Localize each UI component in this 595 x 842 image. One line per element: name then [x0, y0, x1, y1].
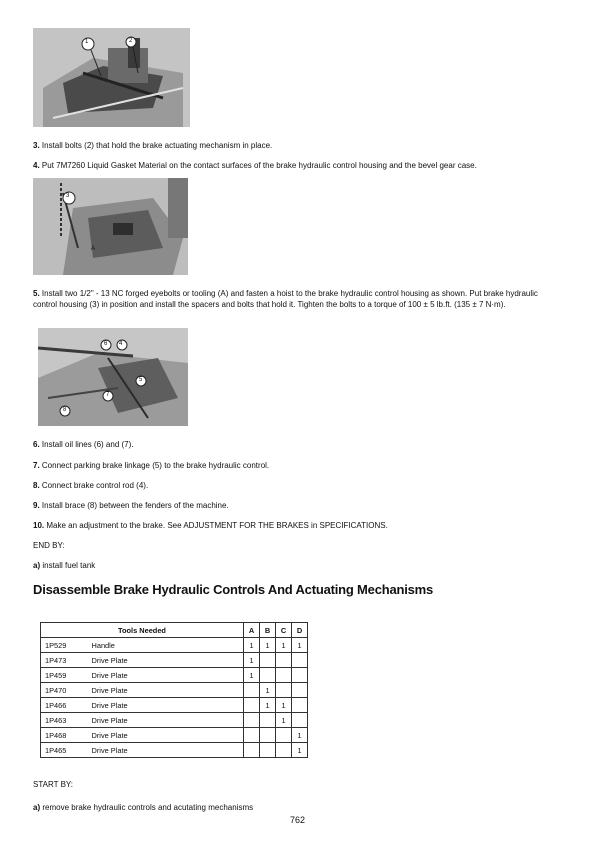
qty-cell	[244, 743, 260, 758]
tools-needed-table	[40, 622, 308, 758]
table-row	[41, 638, 308, 653]
qty-cell: 1	[260, 698, 276, 713]
instruction-step	[33, 520, 563, 531]
part-number: 1P459	[41, 668, 88, 683]
step-text: Connect parking brake linkage (5) to the brake hydraulic control.	[41, 461, 270, 470]
qty-cell: 1	[244, 653, 260, 668]
step-text: Install brace (8) between the fenders of the machine.	[41, 501, 229, 510]
qty-cell: 1	[276, 638, 292, 653]
tool-name: Drive Plate	[88, 668, 244, 683]
qty-cell	[292, 698, 308, 713]
step-number: 4.	[33, 161, 40, 170]
table-row	[41, 683, 308, 698]
instruction-step	[33, 160, 563, 171]
tool-name: Drive Plate	[88, 713, 244, 728]
qty-cell: 1	[292, 728, 308, 743]
part-number: 1P470	[41, 683, 88, 698]
start-by-label: START BY:	[33, 780, 74, 789]
qty-cell: 1	[292, 743, 308, 758]
step-number: 9.	[33, 501, 40, 510]
step-number: 6.	[33, 440, 40, 449]
table-row	[41, 713, 308, 728]
callout-label: A	[91, 246, 96, 252]
end-by-item-text: install fuel tank	[42, 561, 96, 570]
table-row	[41, 653, 308, 668]
tool-name: Drive Plate	[88, 743, 244, 758]
part-number: 1P529	[41, 638, 88, 653]
qty-cell	[260, 713, 276, 728]
qty-cell: 1	[260, 683, 276, 698]
qty-cell	[292, 653, 308, 668]
qty-cell: 1	[292, 638, 308, 653]
qty-cell	[244, 683, 260, 698]
instruction-step	[33, 500, 563, 511]
table-row	[41, 728, 308, 743]
step-number: 7.	[33, 461, 40, 470]
callout-label: 1	[85, 39, 89, 45]
qty-cell	[276, 743, 292, 758]
step-text: Install oil lines (6) and (7).	[41, 440, 134, 449]
end-by-item	[33, 560, 563, 571]
start-by-item-letter: a)	[33, 803, 41, 812]
tool-name: Drive Plate	[88, 683, 244, 698]
callout-label: 8	[63, 407, 67, 413]
step-text: Make an adjustment to the brake. See ADJUSTMENT FOR THE BRAKES in SPECIFICATIONS.	[46, 521, 388, 530]
callout-label: 6	[104, 341, 108, 347]
part-number: 1P465	[41, 743, 88, 758]
part-number: 1P468	[41, 728, 88, 743]
column-header: A	[244, 623, 260, 638]
qty-cell	[276, 653, 292, 668]
photo-hydraulic-control-housing	[33, 178, 188, 275]
qty-cell	[244, 713, 260, 728]
instruction-step	[33, 288, 563, 310]
instruction-step	[33, 439, 563, 450]
start-by-item	[33, 802, 563, 813]
qty-cell	[276, 728, 292, 743]
table-header-row	[41, 623, 308, 638]
qty-cell	[260, 668, 276, 683]
instruction-step	[33, 140, 563, 151]
tool-name: Drive Plate	[88, 653, 244, 668]
tool-name: Drive Plate	[88, 698, 244, 713]
table-title: Tools Needed	[41, 623, 244, 638]
photo-oil-lines-and-linkage	[38, 328, 188, 426]
page-number: 762	[289, 815, 306, 825]
step-text: Connect brake control rod (4).	[41, 481, 149, 490]
callout-label: 7	[106, 392, 110, 398]
qty-cell	[276, 668, 292, 683]
photo-brake-actuating-mechanism	[33, 28, 190, 127]
qty-cell: 1	[276, 698, 292, 713]
end-by-label: END BY:	[33, 541, 65, 550]
column-header: D	[292, 623, 308, 638]
table-row	[41, 668, 308, 683]
step-text: Install bolts (2) that hold the brake actuating mechanism in place.	[41, 141, 273, 150]
callout-label: 3	[66, 193, 70, 199]
callout-label: 5	[139, 377, 143, 383]
tool-name: Drive Plate	[88, 728, 244, 743]
step-number: 8.	[33, 481, 40, 490]
qty-cell	[260, 653, 276, 668]
qty-cell: 1	[276, 713, 292, 728]
step-number: 5.	[33, 289, 40, 298]
step-text: Put 7M7260 Liquid Gasket Material on the contact surfaces of the brake hydraulic control housing and the bevel gear case.	[41, 161, 477, 170]
start-by-item-text: remove brake hydraulic controls and acutating mechanisms	[42, 803, 254, 812]
qty-cell	[244, 728, 260, 743]
part-number: 1P473	[41, 653, 88, 668]
qty-cell: 1	[260, 638, 276, 653]
callout-label: 2	[129, 38, 133, 44]
instruction-step	[33, 480, 563, 491]
qty-cell	[260, 743, 276, 758]
column-header: C	[276, 623, 292, 638]
table-row	[41, 698, 308, 713]
end-by-item-letter: a)	[33, 561, 41, 570]
qty-cell	[292, 668, 308, 683]
qty-cell: 1	[244, 668, 260, 683]
column-header: B	[260, 623, 276, 638]
callout-label: 4	[119, 341, 123, 347]
qty-cell	[292, 683, 308, 698]
qty-cell	[292, 713, 308, 728]
qty-cell: 1	[244, 638, 260, 653]
qty-cell	[276, 683, 292, 698]
step-number: 10.	[33, 521, 45, 530]
section-heading: Disassemble Brake Hydraulic Controls And Actuating Mechanisms	[33, 582, 434, 597]
qty-cell	[260, 728, 276, 743]
step-number: 3.	[33, 141, 40, 150]
instruction-step	[33, 460, 563, 471]
tool-name: Handle	[88, 638, 244, 653]
step-text: Install two 1/2" - 13 NC forged eyebolts or tooling (A) and fasten a hoist to the brake hydraulic control housing as shown. Put brake hydraulic control housing (3) in position and install the spacers and bolts that hold it. Tighten the bolts to a torque of 100 ± 5 lb.ft. (135 ± 7 N·m).	[33, 289, 538, 309]
part-number: 1P463	[41, 713, 88, 728]
part-number: 1P466	[41, 698, 88, 713]
qty-cell	[244, 698, 260, 713]
table-row	[41, 743, 308, 758]
